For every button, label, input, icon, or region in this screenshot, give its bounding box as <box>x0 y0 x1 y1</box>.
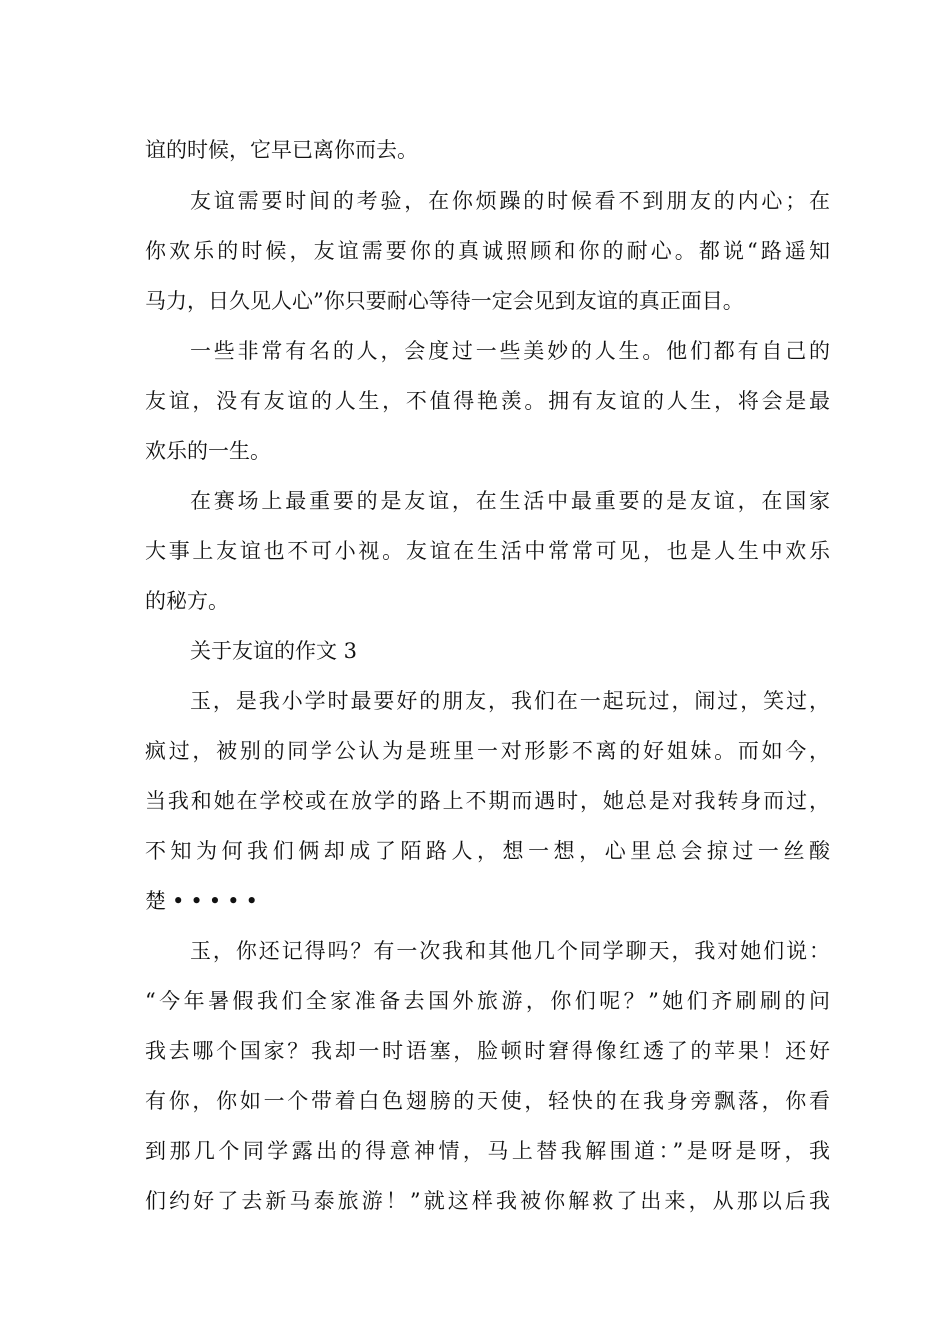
text-line: 玉，你还记得吗？有一次我和其他几个同学聊天，我对她们说： <box>190 939 830 963</box>
text-line: 到那几个同学露出的得意神情，马上替我解围道：”是呀是呀，我 <box>145 1139 830 1163</box>
text-line: 一些非常有名的人，会度过一些美妙的人生。他们都有自己的 <box>190 339 830 363</box>
text-line: 友谊需要时间的考验，在你烦躁的时候看不到朋友的内心；在 <box>190 189 830 213</box>
text-line: 谊的时候，它早已离你而去。 <box>145 138 418 162</box>
text-line: “今年暑假我们全家准备去国外旅游，你们呢？”她们齐刷刷的问 <box>145 989 830 1013</box>
text-line: 我去哪个国家？我却一时语塞，脸顿时窘得像红透了的苹果！还好 <box>145 1039 830 1063</box>
text-line: 的秘方。 <box>145 589 229 613</box>
text-line: 当我和她在学校或在放学的路上不期而遇时，她总是对我转身而过， <box>145 789 830 813</box>
text-line: 楚••••• <box>145 889 264 913</box>
text-line: 不知为何我们俩却成了陌路人，想一想，心里总会掠过一丝酸 <box>145 839 830 863</box>
text-line: 马力，日久见人心”你只要耐心等待一定会见到友谊的真正面目。 <box>145 289 744 313</box>
text-line: 友谊，没有友谊的人生，不值得艳羡。拥有友谊的人生，将会是最 <box>145 389 830 413</box>
text-line: 你欢乐的时候，友谊需要你的真诚照顾和你的耐心。都说“路遥知 <box>145 239 830 263</box>
text-line: 玉，是我小学时最要好的朋友，我们在一起玩过，闹过，笑过， <box>190 689 830 713</box>
text-line: 欢乐的一生。 <box>145 439 271 463</box>
section-heading: 关于友谊的作文 3 <box>190 639 358 663</box>
text-line: 大事上友谊也不可小视。友谊在生活中常常可见，也是人生中欢乐 <box>145 539 830 563</box>
text-line: 们约好了去新马泰旅游！”就这样我被你解救了出来，从那以后我 <box>145 1189 830 1213</box>
text-line: 有你，你如一个带着白色翅膀的天使，轻快的在我身旁飘落，你看 <box>145 1089 830 1113</box>
text-line: 疯过，被别的同学公认为是班里一对形影不离的好姐妹。而如今， <box>145 739 830 763</box>
text-line: 在赛场上最重要的是友谊，在生活中最重要的是友谊，在国家 <box>190 489 830 513</box>
